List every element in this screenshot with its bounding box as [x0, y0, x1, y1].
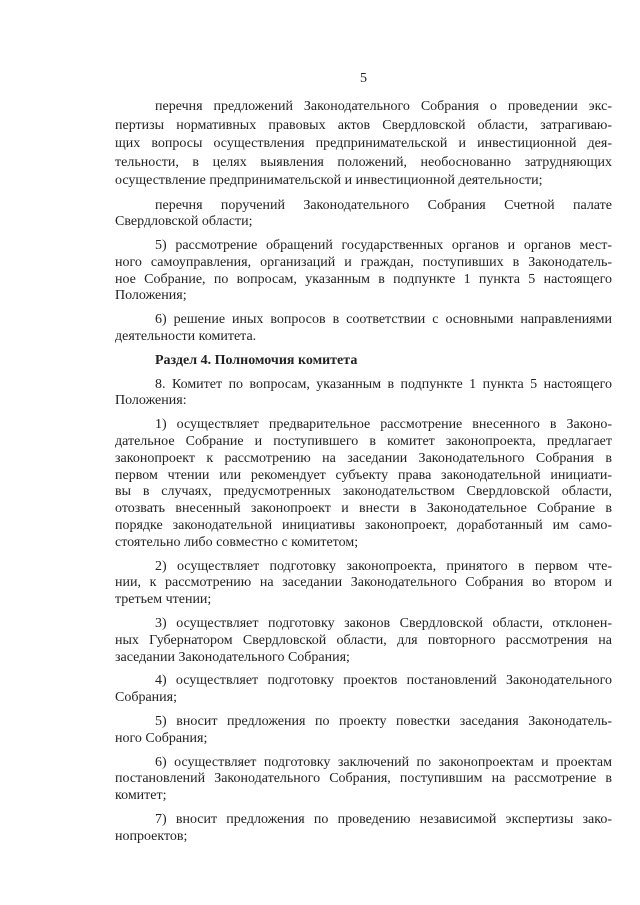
text-line: отозвать внесенный законопроект и внести в Законодательное Собрание в [115, 501, 612, 517]
text-line: щих вопросы осуществления предпринимательской и инвестиционной дея- [115, 136, 612, 151]
text-line: пертизы нормативных правовых актов Свердловской области, затрагиваю- [115, 117, 612, 133]
text-line: ное Собрание, по вопросам, указанным в подпункте 1 пункта 5 настоящего [115, 271, 612, 287]
text-line: ного самоуправления, организаций и граждан, поступивших в Законодатель- [115, 254, 612, 270]
text-line: Положения; [115, 288, 187, 304]
text-line: ного Собрания; [115, 730, 208, 746]
text-line: 3) осуществляет подготовку законов Свердловской области, отклонен- [155, 616, 612, 632]
section-heading [115, 353, 612, 370]
text-line: 1) осуществляет предварительное рассмотрение внесенного в Законо- [155, 417, 612, 433]
text-line: 2) осуществляет подготовку законопроекта, принятого в первом чте- [155, 558, 612, 574]
text-line: вы в случаях, предусмотренных законодательством Свердловской области, [115, 484, 612, 500]
text-line: 6) осуществляет подготовку заключений по законопроектам и проектам [155, 754, 612, 770]
text-line: нопроектов; [115, 828, 188, 844]
paragraph-subitem-4 [115, 673, 612, 707]
paragraph-subitem-2 [115, 559, 612, 609]
paragraph-subitem-6 [115, 755, 612, 805]
paragraph-subitem-1 [115, 417, 612, 551]
paragraph-clause-8 [115, 377, 612, 411]
text-line: порядке законодательной инициативы законопроект, доработанный им само- [115, 518, 612, 534]
text-line: 7) вносит предложения по проведению независимой экспертизы зако- [155, 812, 612, 827]
text-line: третьем чтении; [115, 592, 212, 608]
text-line: законопроект к рассмотрению на заседании Законодательного Собрания в [115, 450, 612, 466]
paragraph-audit-chamber-orders [115, 198, 612, 232]
text-line: ных Губернатором Свердловской области, для повторного рассмотрения на [115, 632, 612, 648]
text-line: комитет; [115, 788, 167, 804]
text-line: 4) осуществляет подготовку проектов постановлений Законодательного [155, 673, 612, 689]
paragraph-subitem-7 [115, 812, 612, 846]
text-line: стоятельно либо совместно с комитетом; [115, 534, 359, 550]
text-line: тельности, в целях выявления положений, необоснованно затрудняющих [115, 154, 612, 170]
text-line: 5) вносит предложения по проекту повестки заседания Законодатель- [155, 714, 612, 730]
text-line: 5) рассмотрение обращений государственных органов и органов мест- [155, 238, 612, 254]
page-number: 5 [360, 71, 367, 86]
text-line: заседании Законодательного Собрания; [115, 649, 350, 665]
text-line: 8. Комитет по вопросам, указанным в подпункте 1 пункта 5 настоящего [155, 376, 612, 392]
text-line: перечня поручений Законодательного Собрания Счетной палате [155, 197, 612, 213]
paragraph-item-6 [115, 312, 612, 346]
section-heading-text: Раздел 4. Полномочия комитета [155, 352, 358, 368]
text-line: нии, к рассмотрению на заседании Законодательного Собрания во втором и [115, 575, 612, 591]
text-line: постановлений Законодательного Собрания, поступившим на рассмотрение в [115, 771, 612, 787]
document-body [115, 98, 612, 846]
text-line: перечня предложений Законодательного Собрания о проведении экс- [155, 99, 612, 114]
text-line: 6) решение иных вопросов в соответствии с основными направлениями [155, 312, 612, 328]
text-line: дательное Собрание и поступившего в комитет законопроекта, предлагает [115, 434, 612, 450]
text-line: осуществление предпринимательской и инвестиционной деятельности; [115, 173, 543, 188]
text-line: деятельности комитета. [115, 329, 257, 345]
text-line: Собрания; [115, 690, 177, 706]
paragraph-item-5 [115, 238, 612, 305]
paragraph-subitem-3 [115, 616, 612, 666]
paragraph-expertise-proposals [115, 98, 612, 191]
paragraph-subitem-5 [115, 714, 612, 748]
text-line: Свердловской области; [115, 214, 253, 230]
text-line: первом чтении или рекомендует субъекту права законодательной инициати- [115, 467, 612, 483]
text-line: Положения: [115, 393, 187, 409]
